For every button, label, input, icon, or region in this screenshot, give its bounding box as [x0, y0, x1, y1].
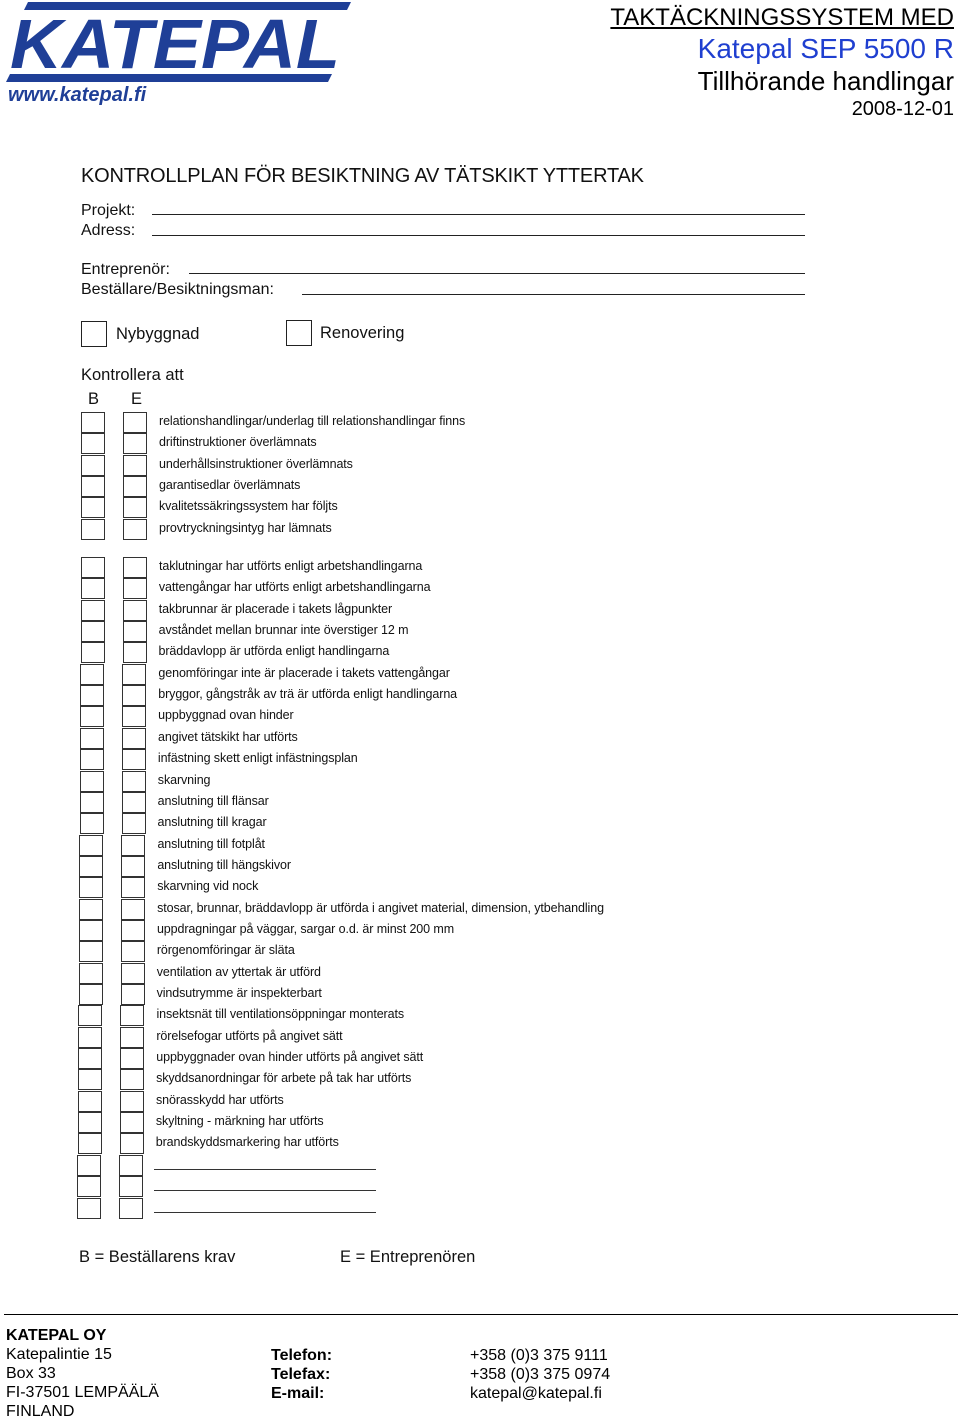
checkbox-e[interactable] [120, 1069, 144, 1090]
checklist-item-label: skarvning vid nock [157, 879, 259, 894]
section-heading: Kontrollera att [81, 366, 184, 384]
checkbox-e[interactable] [122, 749, 146, 770]
header-subtitle: Tillhörande handlingar [697, 66, 954, 96]
blank-entry-line[interactable] [154, 1212, 376, 1213]
checkbox-e[interactable] [120, 1005, 144, 1026]
checklist-item-label: genomföringar inte är placerade i takets vattengångar [158, 665, 450, 680]
nybyggnad-label: Nybyggnad [116, 325, 200, 343]
checkbox-e[interactable] [123, 600, 147, 621]
column-e-header: E [131, 390, 143, 408]
checkbox-e[interactable] [121, 941, 145, 962]
legend-b: B = Beställarens krav [79, 1248, 236, 1266]
blank-entry-line[interactable] [154, 1169, 376, 1170]
footer-contact-values [470, 1346, 610, 1403]
checkbox-b[interactable] [79, 941, 103, 962]
entreprenor-field[interactable] [189, 273, 805, 274]
checklist-item-label: ventilation av yttertak är utförd [156, 964, 321, 979]
checkbox-b[interactable] [81, 642, 105, 663]
checklist-item-label: rörgenomföringar är släta [156, 943, 295, 958]
checklist-item-label: uppbyggnader ovan hinder utförts på angivet sätt [156, 1050, 424, 1065]
checkbox-e[interactable] [123, 621, 147, 642]
checklist-item-label: rörelsefogar utförts på angivet sätt [156, 1028, 343, 1043]
checklist-item-label: uppbyggnad ovan hinder [158, 708, 294, 723]
checkbox-e[interactable] [120, 1133, 144, 1154]
header-title: TAKTÄCKNINGSSYSTEM MED [610, 4, 954, 31]
nybyggnad-checkbox[interactable] [81, 321, 107, 347]
checkbox-e[interactable] [122, 664, 146, 685]
bestallare-label: Beställare/Besiktningsman: [81, 281, 274, 298]
checkbox-b[interactable] [78, 1112, 102, 1133]
footer-country: FINLAND [6, 1403, 75, 1420]
checkbox-b[interactable] [78, 1091, 102, 1112]
telefax-label: Telefax: [271, 1366, 331, 1383]
checkbox-e[interactable] [122, 685, 146, 706]
checkbox-b[interactable] [81, 497, 105, 518]
checklist-item-label: skyddsanordningar för arbete på tak har utförts [156, 1071, 412, 1086]
bestallare-field[interactable] [302, 294, 805, 295]
checkbox-b[interactable] [80, 792, 104, 813]
checkbox-e[interactable] [121, 877, 145, 898]
header-date: 2008-12-01 [851, 98, 954, 120]
checkbox-e[interactable] [119, 1198, 143, 1219]
checkbox-b[interactable] [79, 835, 103, 856]
checkbox-b[interactable] [79, 920, 103, 941]
checkbox-e[interactable] [122, 706, 146, 727]
checkbox-b[interactable] [79, 984, 103, 1005]
checkbox-b[interactable] [78, 1133, 102, 1154]
checkbox-b[interactable] [77, 1176, 101, 1197]
checkbox-b[interactable] [81, 476, 105, 497]
checkbox-b[interactable] [80, 685, 104, 706]
checkbox-e[interactable] [122, 792, 146, 813]
checklist-item-label: anslutning till hängskivor [157, 857, 291, 872]
footer-company: KATEPAL OY [6, 1327, 107, 1344]
checkbox-b[interactable] [80, 728, 104, 749]
checkbox-e[interactable] [123, 578, 147, 599]
checkbox-e[interactable] [119, 1155, 143, 1176]
form-title: KONTROLLPLAN FÖR BESIKTNING AV TÄTSKIKT YTTERTAK [81, 165, 644, 187]
checklist-item-label: provtryckningsintyg har lämnats [159, 520, 332, 535]
checklist-item-label: taklutningar har utförts enligt arbetshandlingarna [159, 559, 423, 573]
telefon-label: Telefon: [271, 1347, 333, 1364]
checkbox-e[interactable] [123, 642, 147, 663]
checklist-item-label: skyltning - märkning har utförts [155, 1114, 324, 1129]
checkbox-e[interactable] [123, 497, 147, 518]
checkbox-e[interactable] [123, 455, 147, 476]
checkbox-b[interactable] [79, 963, 103, 984]
checkbox-b[interactable] [81, 578, 105, 599]
checkbox-b[interactable] [81, 455, 105, 476]
checkbox-e[interactable] [121, 920, 145, 941]
checklist-item-label: anslutning till flänsar [157, 793, 269, 808]
checkbox-e[interactable] [121, 963, 145, 984]
checkbox-b[interactable] [77, 1155, 101, 1176]
checklist-item-label: takbrunnar är placerade i takets lågpunkter [158, 601, 393, 616]
email-value[interactable]: katepal@katepal.fi [470, 1385, 602, 1402]
checklist-item-label: skarvning [157, 772, 211, 787]
checklist-item-label: avståndet mellan brunnar inte överstiger 12 m [158, 623, 409, 638]
checkbox-e[interactable] [122, 813, 146, 834]
checklist-item-label: brandskyddsmarkering har utförts [155, 1135, 339, 1150]
checklist-item-label: kvalitetssäkringssystem har följts [159, 499, 338, 514]
checkbox-b[interactable] [78, 1069, 102, 1090]
email-label: E-mail: [271, 1385, 325, 1402]
checklist-item-label: underhållsinstruktioner överlämnats [159, 456, 353, 471]
checkbox-b[interactable] [78, 1027, 102, 1048]
checklist-item-label: bryggor, gångstråk av trä är utförda enligt handlingarna [158, 687, 458, 702]
checkbox-e[interactable] [119, 1176, 143, 1197]
checklist-item-label: anslutning till fotplåt [157, 836, 265, 851]
checkbox-e[interactable] [121, 899, 145, 920]
legend-e: E = Entreprenören [340, 1248, 476, 1266]
adress-field[interactable] [152, 235, 805, 236]
checklist-item-label: vindsutrymme är inspekterbart [156, 986, 322, 1000]
checklist-item-label: vattengångar har utförts enligt arbetshandlingarna [158, 580, 431, 595]
checkbox-b[interactable] [81, 557, 105, 578]
checkbox-b[interactable] [81, 621, 105, 642]
footer-address-line2: Box 33 [6, 1365, 56, 1382]
checkbox-e[interactable] [122, 771, 146, 792]
logo-url[interactable]: www.katepal.fi [8, 84, 147, 106]
checkbox-b[interactable] [81, 600, 105, 621]
checkbox-b[interactable] [80, 813, 104, 834]
checkbox-b[interactable] [80, 664, 104, 685]
checkbox-e[interactable] [123, 476, 147, 497]
checkbox-b[interactable] [81, 519, 105, 540]
checkbox-e[interactable] [121, 835, 145, 856]
checkbox-e[interactable] [120, 1048, 144, 1069]
checkbox-b[interactable] [77, 1198, 101, 1219]
checklist-item-label: driftinstruktioner överlämnats [159, 435, 317, 450]
renovering-label: Renovering [320, 324, 405, 342]
footer-divider [4, 1314, 958, 1315]
footer-address [6, 1326, 159, 1420]
checklist-item-label: bräddavlopp är utförda enligt handlingarna [158, 644, 390, 659]
checklist-item-label: angivet tätskikt har utförts [158, 729, 298, 744]
checkbox-b[interactable] [78, 1048, 102, 1069]
checkbox-e[interactable] [123, 557, 147, 578]
checkbox-e[interactable] [123, 433, 147, 454]
checkbox-e[interactable] [121, 984, 145, 1005]
telefax-value: +358 (0)3 375 0974 [470, 1366, 611, 1383]
checkbox-e[interactable] [123, 412, 147, 433]
entreprenor-label: Entreprenör: [81, 261, 170, 278]
blank-entry-line[interactable] [154, 1190, 376, 1191]
checklist-item-label: relationshandlingar/underlag till relationshandlingar finns [159, 414, 466, 428]
renovering-checkbox[interactable] [286, 320, 312, 346]
checkbox-e[interactable] [123, 519, 147, 540]
checklist-item-label: anslutning till kragar [157, 815, 267, 830]
checkbox-e[interactable] [122, 728, 146, 749]
checkbox-b[interactable] [81, 412, 105, 433]
projekt-label: Projekt: [81, 202, 136, 219]
checkbox-b[interactable] [79, 877, 103, 898]
checklist-item-label: insektsnät till ventilationsöppningar monterats [156, 1007, 404, 1022]
checklist-item-label: snörasskydd har utförts [156, 1092, 284, 1107]
checkbox-b[interactable] [80, 706, 104, 727]
checklist-item-label: infästning skett enligt infästningsplan [157, 751, 358, 766]
checkbox-e[interactable] [120, 1027, 144, 1048]
footer-contact-labels [271, 1346, 332, 1403]
footer-address-line3: FI-37501 LEMPÄÄLÄ [6, 1384, 159, 1401]
adress-label: Adress: [81, 222, 136, 239]
telefon-value: +358 (0)3 375 9111 [470, 1347, 608, 1364]
checkbox-b[interactable] [78, 1005, 102, 1026]
checkbox-b[interactable] [79, 899, 103, 920]
checklist-item-label: garantisedlar överlämnats [159, 477, 301, 492]
projekt-field[interactable] [152, 214, 805, 215]
footer-address-line1: Katepalintie 15 [6, 1346, 112, 1363]
header-product: Katepal SEP 5500 R [697, 33, 954, 64]
checkbox-e[interactable] [120, 1112, 144, 1133]
checkbox-b[interactable] [80, 771, 104, 792]
column-b-header: B [88, 390, 100, 408]
logo-wordmark: KATEPAL [10, 5, 340, 83]
checkbox-b[interactable] [81, 433, 105, 454]
checkbox-e[interactable] [120, 1091, 144, 1112]
checkbox-b[interactable] [79, 856, 103, 877]
checkbox-b[interactable] [80, 749, 104, 770]
checklist-item-label: uppdragningar på väggar, sargar o.d. är minst 200 mm [156, 921, 455, 936]
checkbox-e[interactable] [121, 856, 145, 877]
checklist-item-label: stosar, brunnar, bräddavlopp är utförda i angivet material, dimension, ytbehandling [157, 900, 604, 915]
